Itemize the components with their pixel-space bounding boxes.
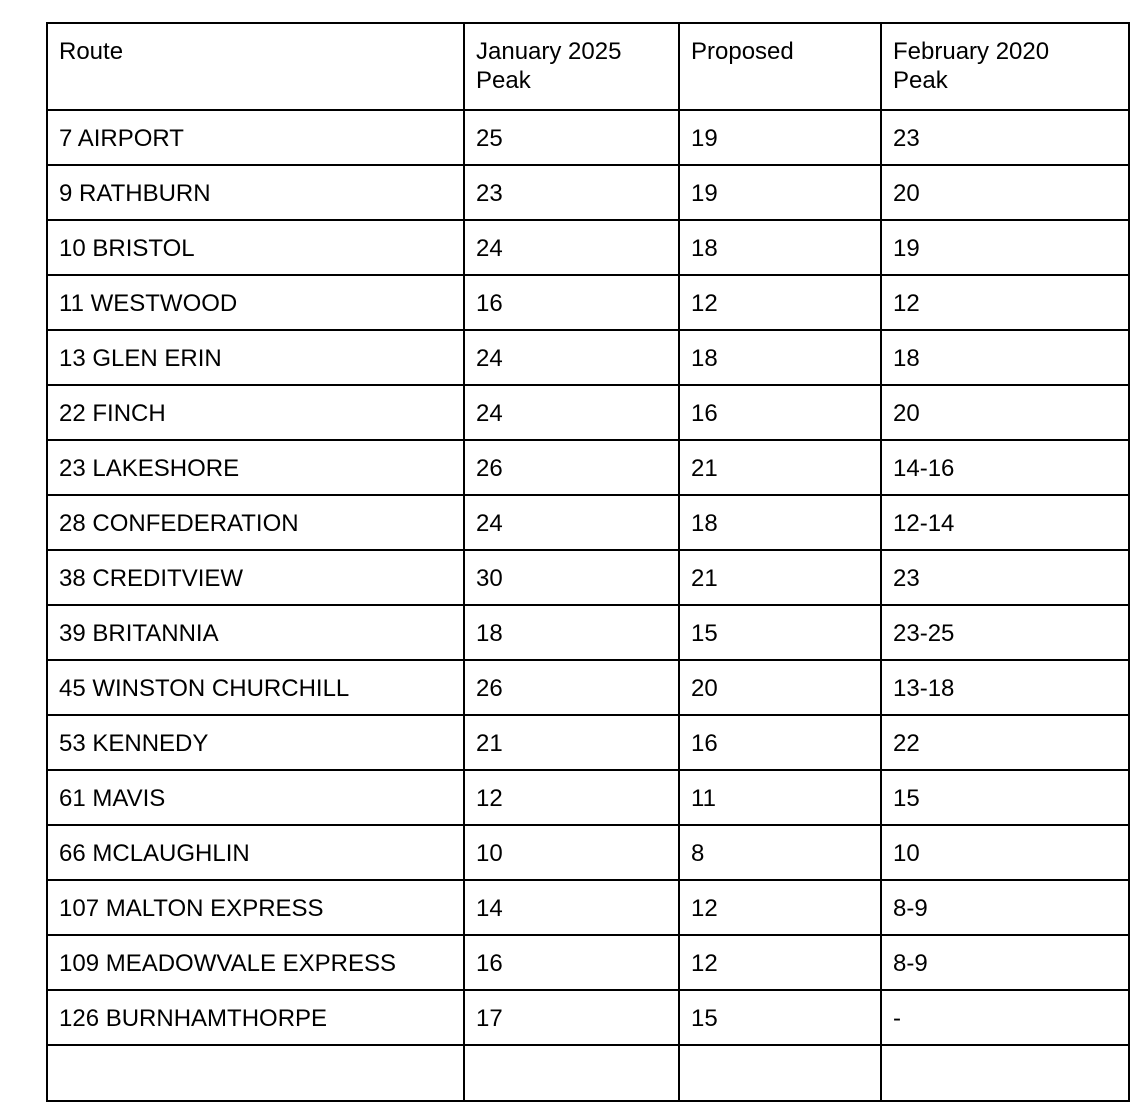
table-body (47, 23, 1129, 1101)
table-row (47, 880, 1129, 935)
cell-january-2025-peak: 21 (464, 715, 679, 770)
cell-proposed: 15 (679, 605, 881, 660)
cell-january-2025-peak: 26 (464, 660, 679, 715)
route-table (46, 22, 1130, 1102)
cell-route: 9 RATHBURN (47, 165, 464, 220)
cell-route: 109 MEADOWVALE EXPRESS (47, 935, 464, 990)
cell-february-2020-peak: 20 (881, 165, 1129, 220)
cell-proposed: 21 (679, 550, 881, 605)
cell-proposed: 18 (679, 220, 881, 275)
cell-february-2020-peak: 19 (881, 220, 1129, 275)
cell-route: 7 AIRPORT (47, 110, 464, 165)
table-row (47, 275, 1129, 330)
cell-february-2020-peak: 22 (881, 715, 1129, 770)
cell-route: 22 FINCH (47, 385, 464, 440)
table-row (47, 935, 1129, 990)
cell-proposed (679, 1045, 881, 1101)
cell-route: 11 WESTWOOD (47, 275, 464, 330)
table-row (47, 220, 1129, 275)
cell-proposed: 8 (679, 825, 881, 880)
cell-february-2020-peak: 12 (881, 275, 1129, 330)
cell-february-2020-peak: 14-16 (881, 440, 1129, 495)
cell-route: 61 MAVIS (47, 770, 464, 825)
cell-proposed: 21 (679, 440, 881, 495)
cell-january-2025-peak: 24 (464, 330, 679, 385)
table-row (47, 495, 1129, 550)
table-row (47, 440, 1129, 495)
cell-february-2020-peak: 23 (881, 550, 1129, 605)
cell-proposed: 19 (679, 165, 881, 220)
cell-february-2020-peak (881, 1045, 1129, 1101)
cell-proposed: 18 (679, 495, 881, 550)
column-header-february-2020-peak: February 2020 Peak (881, 23, 1129, 110)
cell-route: 38 CREDITVIEW (47, 550, 464, 605)
cell-proposed: 16 (679, 715, 881, 770)
table-row (47, 770, 1129, 825)
cell-proposed: 12 (679, 275, 881, 330)
cell-february-2020-peak: 12-14 (881, 495, 1129, 550)
cell-january-2025-peak: 16 (464, 275, 679, 330)
cell-february-2020-peak: 15 (881, 770, 1129, 825)
cell-january-2025-peak: 25 (464, 110, 679, 165)
cell-route (47, 1045, 464, 1101)
cell-route: 45 WINSTON CHURCHILL (47, 660, 464, 715)
column-header-january-2025-peak: January 2025 Peak (464, 23, 679, 110)
table-row (47, 715, 1129, 770)
table-row (47, 660, 1129, 715)
cell-route: 10 BRISTOL (47, 220, 464, 275)
cell-route: 107 MALTON EXPRESS (47, 880, 464, 935)
table-row (47, 385, 1129, 440)
cell-proposed: 19 (679, 110, 881, 165)
cell-route: 39 BRITANNIA (47, 605, 464, 660)
cell-february-2020-peak: 23-25 (881, 605, 1129, 660)
cell-february-2020-peak: 13-18 (881, 660, 1129, 715)
table-header-row (47, 23, 1129, 110)
table-row (47, 1045, 1129, 1101)
cell-january-2025-peak: 14 (464, 880, 679, 935)
cell-january-2025-peak: 30 (464, 550, 679, 605)
cell-february-2020-peak: 18 (881, 330, 1129, 385)
cell-january-2025-peak: 18 (464, 605, 679, 660)
cell-january-2025-peak: 17 (464, 990, 679, 1045)
cell-february-2020-peak: 20 (881, 385, 1129, 440)
cell-january-2025-peak: 26 (464, 440, 679, 495)
cell-january-2025-peak: 23 (464, 165, 679, 220)
cell-february-2020-peak: 8-9 (881, 880, 1129, 935)
column-header-proposed: Proposed (679, 23, 881, 110)
cell-proposed: 15 (679, 990, 881, 1045)
cell-route: 13 GLEN ERIN (47, 330, 464, 385)
table-row (47, 990, 1129, 1045)
cell-route: 53 KENNEDY (47, 715, 464, 770)
cell-february-2020-peak: - (881, 990, 1129, 1045)
cell-route: 126 BURNHAMTHORPE (47, 990, 464, 1045)
cell-january-2025-peak: 16 (464, 935, 679, 990)
table-row (47, 605, 1129, 660)
cell-february-2020-peak: 10 (881, 825, 1129, 880)
cell-february-2020-peak: 23 (881, 110, 1129, 165)
cell-proposed: 11 (679, 770, 881, 825)
cell-proposed: 18 (679, 330, 881, 385)
cell-february-2020-peak: 8-9 (881, 935, 1129, 990)
cell-january-2025-peak: 10 (464, 825, 679, 880)
cell-proposed: 12 (679, 880, 881, 935)
column-header-route: Route (47, 23, 464, 110)
cell-proposed: 16 (679, 385, 881, 440)
cell-route: 66 MCLAUGHLIN (47, 825, 464, 880)
cell-january-2025-peak: 24 (464, 495, 679, 550)
cell-route: 23 LAKESHORE (47, 440, 464, 495)
cell-january-2025-peak: 24 (464, 385, 679, 440)
cell-route: 28 CONFEDERATION (47, 495, 464, 550)
table-row (47, 165, 1129, 220)
cell-january-2025-peak (464, 1045, 679, 1101)
cell-proposed: 12 (679, 935, 881, 990)
table-row (47, 550, 1129, 605)
cell-january-2025-peak: 12 (464, 770, 679, 825)
cell-january-2025-peak: 24 (464, 220, 679, 275)
cell-proposed: 20 (679, 660, 881, 715)
table-row (47, 110, 1129, 165)
table-row (47, 825, 1129, 880)
table-row (47, 330, 1129, 385)
